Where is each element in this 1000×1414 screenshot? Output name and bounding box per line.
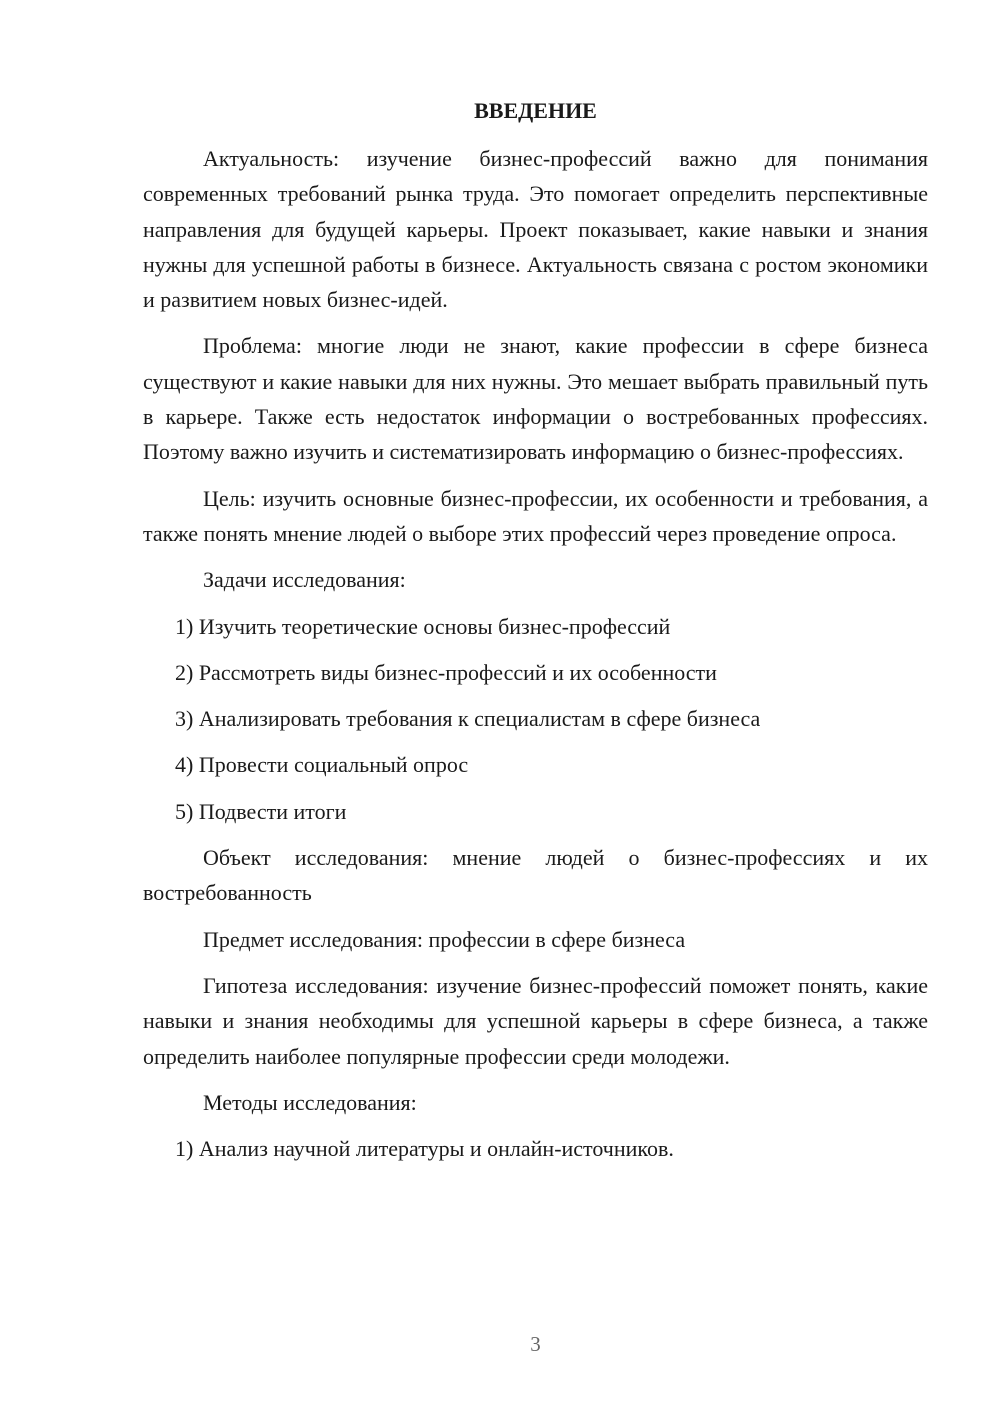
method-item: 1) Анализ научной литературы и онлайн-источников. (175, 1136, 674, 1162)
tasks-heading: Задачи исследования: (203, 567, 406, 593)
page-title: ВВЕДЕНИЕ (474, 98, 597, 123)
methods-heading: Методы исследования: (203, 1089, 417, 1115)
task-item: 5) Подвести итоги (175, 798, 347, 824)
problem-paragraph: Проблема: многие люди не знают, какие профессии в сфере бизнеса существуют и какие навыки для них нужны. Это мешает выбрать правильный путь в карьере. Также есть недостаток информации о востребованных профессиях. Поэтому важно изучить и систематизировать информацию о бизнес-профессиях. (143, 333, 928, 465)
object-paragraph: Объект исследования: мнение людей о бизнес-профессиях и их востребованность (143, 845, 928, 906)
task-item: 1) Изучить теоретические основы бизнес-профессий (175, 613, 671, 639)
subject-paragraph: Предмет исследования: профессии в сфере бизнеса (203, 926, 686, 952)
document-body (143, 141, 928, 1177)
task-item: 2) Рассмотреть виды бизнес-профессий и их особенности (175, 659, 717, 685)
task-item: 4) Провести социальный опрос (175, 752, 469, 778)
page-number: 3 (530, 1332, 541, 1356)
relevance-paragraph: Актуальность: изучение бизнес-профессий важно для понимания современных требований рынка труда. Это помогает определить перспективные направления для будущей карьеры. Проект показывает, какие навыки и знания нужны для успешной работы в бизнесе. Актуальность связана с ростом экономики и развитием новых бизнес-идей. (143, 146, 928, 313)
goal-paragraph: Цель: изучить основные бизнес-профессии, их особенности и требования, а также понять мнение людей о выборе этих профессий через проведение опроса. (143, 485, 928, 546)
hypothesis-paragraph: Гипотеза исследования: изучение бизнес-профессий поможет понять, какие навыки и знания необходимы для успешной карьеры в сфере бизнеса, а также определить наиболее популярные профессии среди молодежи. (143, 972, 928, 1069)
task-item: 3) Анализировать требования к специалистам в сфере бизнеса (175, 706, 761, 732)
document-page (143, 0, 928, 1414)
